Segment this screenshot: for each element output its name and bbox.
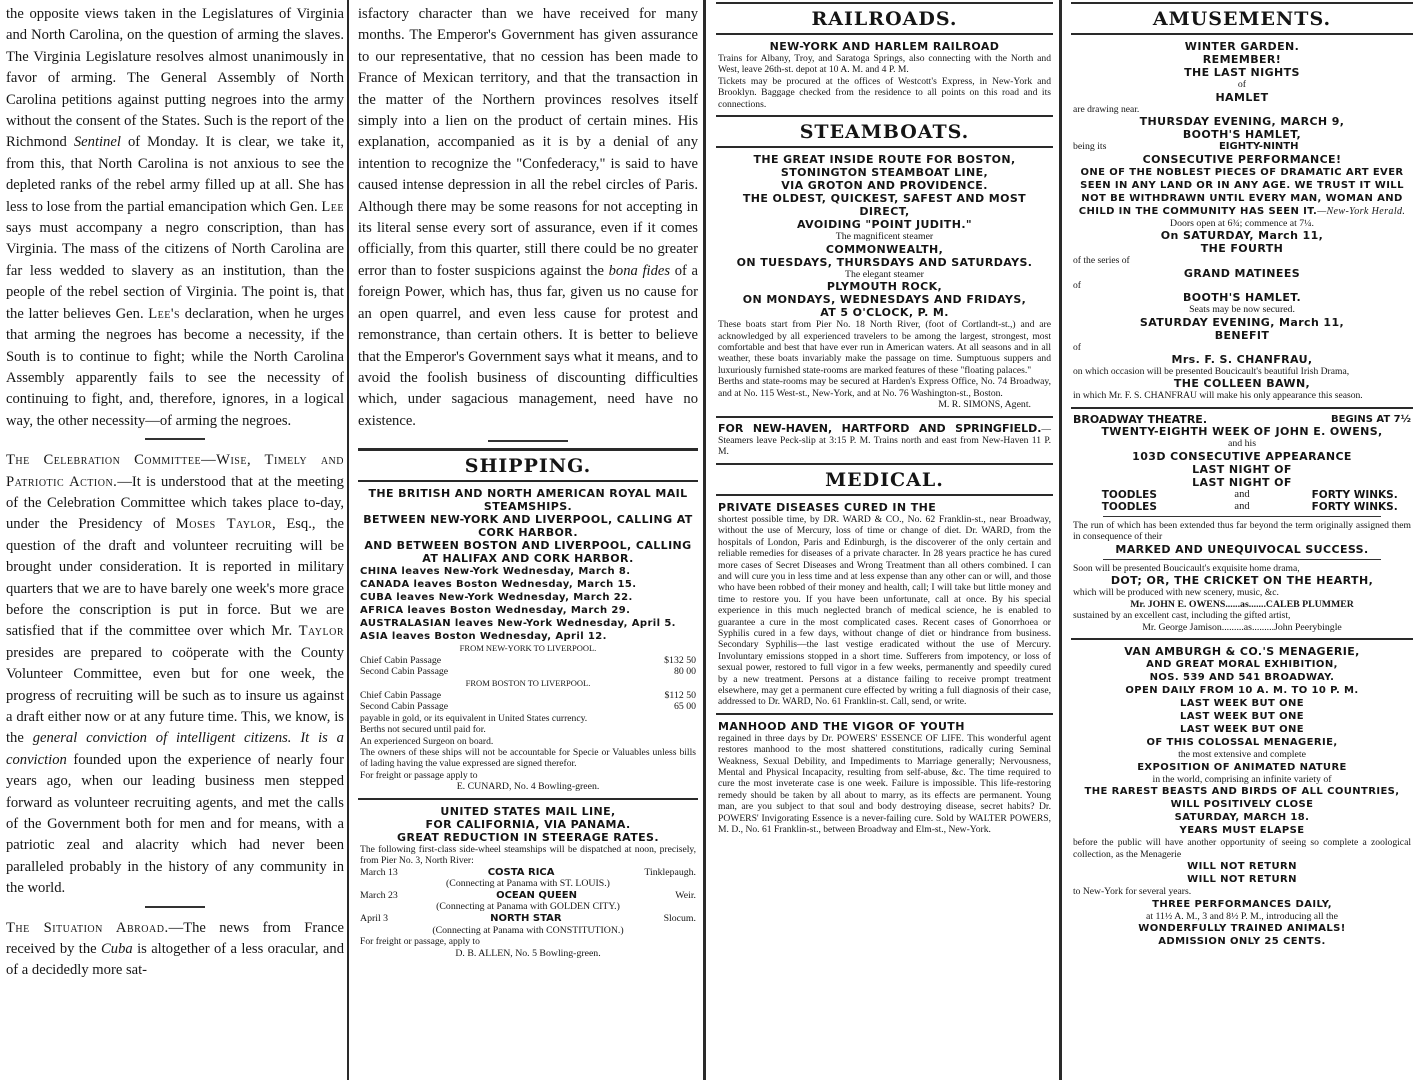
column-rule xyxy=(1059,0,1062,1080)
paragraph-celebration-committee: The Celebration Committee—Wise, Timely and Patriotic Action.—It is understood that at the meeting of the Celebration Committee which takes place to-day, under the Presidency of Moses Taylor, Esq., the question of the draft and volunteer recruiting will be brought under consideration. It is reported in military quarters that we are to have barely one week's more grace before the conscription is put in force. But we are satisfied that if the committee over which Mr. Taylor presides are prepared to coöperate with the County Volunteer Committee, even but for one week, the progress of recruiting will be such as to insure us against a draft either now or at any future time. This, we know, is the general conviction of intelligent citizens. It is a conviction founded upon the experience of nearly four years ago, when our leading business men stepped forward as volunteer recruiting agents, and met the calls of the Government both for men and for means, with a patriotic zeal and alacrity which had never been paralleled probably in the history of any community in the world. xyxy=(6,452,345,897)
fare-row: Chief Cabin Passage $132 50 xyxy=(360,654,696,666)
column-3 xyxy=(708,0,1057,1080)
paragraph-situation-abroad-cont: isfactory character than we have received for many months. The Emperor's Government has given assurance to our representative, that no cession has been made to France of Mexican territory, and that the transaction in the matter of the Northern provinces resolves itself simply into a lien on the product of certain mines. His explanation, accompanied as it is by a denial of any intention to recognize the "Confederacy," is said to have caused intense depression in all the rebel circles of Paris. Although there may be some reasons for not accepting in its literal sense every sort of assurance, even if it comes officially, from this quarter, still there could be no greater error than to foster suspicions against the bona fides of a foreign Power, which has, thus far, given us no cause for an open quarrel, and even less cause for protest and remonstrance, than certain others. It is better to believe that the Emperor's Government says what it means, and to avoid the foolish business of discounting difficulties which, under sagacious management, need have no existence. xyxy=(358,6,698,429)
paragraph-divider xyxy=(145,438,205,440)
column-2 xyxy=(352,0,700,1080)
section-heading-shipping: SHIPPING. xyxy=(358,451,698,482)
fare-row: Second Cabin Passage 80 00 xyxy=(360,666,696,678)
section-heading-medical: MEDICAL. xyxy=(716,465,1053,496)
paragraph-divider xyxy=(488,440,568,442)
inner-divider xyxy=(1103,559,1381,560)
sailing-row: March 13 COSTA RICA Tinklepaugh. xyxy=(360,866,696,878)
sailing-row: April 3 NORTH STAR Slocum. xyxy=(360,912,696,924)
program-row: TOODLES and FORTY WINKS. xyxy=(1101,489,1398,501)
ad-harlem-railroad: NEW-YORK AND HARLEM RAILROAD Trains for Albany, Troy, and Saratoga Springs, also connecting with the North and West, leave 26th-st. depot at 10 A. M. and 4 P. M. Tickets may be procured at the offices of Westcott's Express, in New-York and Brooklyn. Baggage checked from the residence to all points on this road and its connections. xyxy=(716,35,1053,117)
paragraph-heading: The Celebration Committee—Wise, Timely and Patriotic Action. xyxy=(6,452,344,490)
editorial-continuation xyxy=(358,4,698,442)
section-heading-steamboats: STEAMBOATS. xyxy=(716,117,1053,148)
paragraph-heading: The Situation Abroad. xyxy=(6,919,169,936)
section-heading-amusements: AMUSEMENTS. xyxy=(1071,2,1413,35)
ad-winter-garden: WINTER GARDEN. REMEMBER! THE LAST NIGHTS of HAMLET are drawing near. THURSDAY EVENING, MARCH 9, BOOTH'S HAMLET, being its EIGHTY-NINTH CONSECUTIVE PERFORMANCE! ONE OF THE NOBLEST PIECES OF DRAMATIC ART EVER SEEN IN ANY LAND OR IN ANY AGE. WE TRUST IT WILL NOT BE WITHDRAWN UNTIL EVERY MAN, WOMAN AND CHILD IN THE COMMUNITY HAS SEEN IT.—New-York Herald. Doors open at 6¾; commence at 7¼. On SATURDAY, March 11, THE FOURTH of the series of GRAND MATINEES of BOOTH'S HAMLET. Seats may be now secured. SATURDAY EVENING, March 11, BENEFIT of Mrs. F. S. CHANFRAU, on which occasion will be presented Boucicault's beautiful Irish Drama, THE COLLEEN BAWN, in which Mr. F. S. CHANFRAU will make his only appearance this season. xyxy=(1071,35,1413,409)
ad-van-amburgh-menagerie: VAN AMBURGH & CO.'S MENAGERIE, AND GREAT MORAL EXHIBITION, NOS. 539 AND 541 BROADWAY. OPEN DAILY FROM 10 A. M. TO 10 P. M. LAST WEEK BUT ONE LAST WEEK BUT ONE LAST WEEK BUT ONE OF THIS COLOSSAL MENAGERIE, the most extensive and complete EXPOSITION OF ANIMATED NATURE in the world, comprising an infinite variety of THE RAREST BEASTS AND BIRDS OF ALL COUNTRIES, WILL POSITIVELY CLOSE SATURDAY, MARCH 18. YEARS MUST ELAPSE before the public will have another opportunity of seeing so complete a zoological collection, as the Menagerie WILL NOT RETURN WILL NOT RETURN to New-York for several years. THREE PERFORMANCES DAILY, at 11½ A. M., 3 and 8½ P. M., introducing all the WONDERFULLY TRAINED ANIMALS! ADMISSION ONLY 25 CENTS. xyxy=(1073,645,1411,948)
sailing-row: March 23 OCEAN QUEEN Weir. xyxy=(360,889,696,901)
ad-broadway-theatre: BROADWAY THEATRE. BEGINS AT 7½ TWENTY-EIGHTH WEEK OF JOHN E. OWENS, and his 103D CONSECUTIVE APPEARANCE LAST NIGHT OF LAST NIGHT OF TOODLES and FORTY WINKS. TOODLES and FORTY WINKS. The run of which has been extended thus far beyond the term originally assigned them in consequence of their MARKED AND UNEQUIVOCAL SUCCESS. Soon will be presented Boucicault's exquisite home drama, DOT; OR, THE CRICKET ON THE HEARTH, which will be produced with new scenery, music, &c. Mr. JOHN E. OWENS......as.......CALEB PLUMMER sustained by an excellent cast, including the gifted artist, Mr. George Jamison.........as.........John Peerybingle xyxy=(1071,409,1413,640)
program-row: TOODLES and FORTY WINKS. xyxy=(1101,501,1398,513)
section-heading-railroads: RAILROADS. xyxy=(716,2,1053,35)
ad-stonington-line: THE GREAT INSIDE ROUTE FOR BOSTON, STONINGTON STEAMBOAT LINE, VIA GROTON AND PROVIDENCE. THE OLDEST, QUICKEST, SAFEST AND MOST DIRECT, AVOIDING "POINT JUDITH." The magnificent steamer COMMONWEALTH, ON TUESDAYS, THURSDAYS AND SATURDAYS. The elegant steamer PLYMOUTH ROCK, ON MONDAYS, WEDNESDAYS AND FRIDAYS, AT 5 O'CLOCK, P. M. These boats start from Pier No. 18 North River, (foot of Cortlandt-st.,) and are acknowledged by all experienced travelers to be among the largest, strongest, most comfortable and best that have ever run in American waters. At all seasons and in all weather, these boats invariably make the passage on time. Sumptuous suppers and luxuriously furnished state-rooms are marked features of these "floating palaces." Berths and state-rooms may be secured at Harden's Express Office, No. 74 Broadway, and at No. 115 West-st., New-York, and at No. 76 Washington-st., Boston. M. R. SIMONS, Agent. xyxy=(716,148,1053,418)
paragraph-arming-slaves: the opposite views taken in the Legislatures of Virginia and North Carolina, on the question of arming the slaves. The Virginia Legislature resolves almost unanimously in favor of arming. The General Assembly of North Carolina petitions against putting negroes into the army without the consent of the States. Such is the report of the Richmond Sentinel of Monday. It is clear, we take it, from this, that North Carolina is not anxious to see the depleted ranks of the rebel army filled up at all. She has less to lose from the partial emancipation which Gen. Lee says must accompany a negro conscription, than has Virginia. The mass of the citizens of North Carolina are far less wedded to slavery as an institution, than the people of the rebel section of Virginia. The point is, that the latter believes Gen. Lee's declaration, when he urges that arming the negroes has become a necessity, if the South is to continue to fight; while the North Carolina Assembly apparently fails to see the necessity of continuing to fight, and, therefore, ignores, in a logical way, the other necessity—of arming the negroes. xyxy=(6,6,344,429)
agent-name: E. CUNARD, No. 4 Bowling-green. xyxy=(456,781,600,793)
column-rule xyxy=(703,0,706,1080)
agent-name: D. B. ALLEN, No. 5 Bowling-green. xyxy=(455,947,601,959)
agent-name: M. R. SIMONS, Agent. xyxy=(938,399,1031,411)
fare-row: Second Cabin Passage 65 00 xyxy=(360,701,696,713)
ad-dr-ward: PRIVATE DISEASES CURED IN THE shortest possible time, by DR. WARD & CO., No. 62 Franklin-st., near Broadway, without the use of Mercury, loss of time or change of diet. Dr. WARD, from the hospitals of London, Paris and Edinburgh, is the discoverer of the only certain and reliable remedies for diseases of a private character. In 28 years practice he has cured more cases of Secret Diseases and Wrong Treatment than all others combined. I can and will cure you in less time and at less expense than any other can or will, and those who have been robbed of their money and health, call; I will take but little money and time to restore you. If you have been unfortunate, call at once. By his special experience in this much neglected branch of medical science, he is enabled to guarantee a cure in the most complicated cases. Recent cases of Gonorrhoea or Syphilis cured in a few days, without change of diet or hindrance from business. Secondary Syphilis—the last vestige eradicated without the use of Mercury. Involuntary emissions stopped in a short time. Sufferers from impotency, or loss of sexual power, restored to full vigor in a few weeks, permanently and speedily cured by a new treatment. Persons at a distance failing to receive prompt treatment elsewhere, may get a permanent cure effected by writing a full diagnosis of their case, addressed to Dr. WARD, No. 61 Franklin-st. Call, send, or write. xyxy=(716,496,1053,715)
ad-us-mail-line: UNITED STATES MAIL LINE, FOR CALIFORNIA, VIA PANAMA. GREAT REDUCTION IN STEERAGE RATES. The following first-class side-wheel steamships will be dispatched at noon, precisely, from Pier No. 3, North River: March 13 COSTA RICA Tinklepaugh. (Connecting at Panama with ST. LOUIS.) March 23 OCEAN QUEEN Weir. (Connecting at Panama with GOLDEN CITY.) April 3 NORTH STAR Slocum. (Connecting at Panama with CONSTITUTION.) For freight or passage, apply to D. B. ALLEN, No. 5 Bowling-green. xyxy=(360,804,696,959)
ad-dr-powers: MANHOOD AND THE VIGOR OF YOUTH regained in three days by Dr. POWERS' ESSENCE OF LIFE. This wonderful agent restores manhood to the most shattered constitutions, radically curing Seminal Weakness, Sexual Debility, and Impediments to Marriage generally; Nervousness, Mental and Physical Incapacity, resulting from self-abuse, &c. The time required to cure the most inveterate case is one week. Failure is impossible. This life-restoring remedy should be taken by all about to marry, as its effects are permanent. Young man, are you subject to that soul and body destroying disease, secret habits? Dr. POWERS' Invigorating Essence is a never-failing cure. Sold by WALTER POWERS, M. D., No. 61 Franklin-st., between Broadway and Elm-st., New-York. xyxy=(718,719,1051,836)
editorial-column-1 xyxy=(0,0,348,1080)
ad-cunard: THE BRITISH AND NORTH AMERICAN ROYAL MAIL STEAMSHIPS. BETWEEN NEW-YORK AND LIVERPOOL, CALLING AT CORK HARBOR. AND BETWEEN BOSTON AND LIVERPOOL, CALLING AT HALIFAX AND CORK HARBOR. CHINA leaves New-York Wednesday, March 8. CANADA leaves Boston Wednesday, March 15. CUBA leaves New-York Wednesday, March 22. AFRICA leaves Boston Wednesday, March 29. AUSTRALASIAN leaves New-York Wednesday, April 5. ASIA leaves Boston Wednesday, April 12. FROM NEW-YORK TO LIVERPOOL. Chief Cabin Passage $132 50 Second Cabin Passage 80 00 FROM BOSTON TO LIVERPOOL. Chief Cabin Passage $112 50 Second Cabin Passage 65 00 payable in gold, or its equivalent in United States currency. Berths not secured until paid for. An experienced Surgeon on board. The owners of these ships will not be accountable for Specie or Valuables unless bills of lading having the value expressed are signed therefor. For freight or passage apply to E. CUNARD, No. 4 Bowling-green. xyxy=(358,482,698,800)
inner-divider xyxy=(1103,516,1381,517)
shipping-section xyxy=(358,448,698,964)
column-4 xyxy=(1063,0,1417,1080)
fare-row: Chief Cabin Passage $112 50 xyxy=(360,689,696,701)
paragraph-divider xyxy=(145,906,205,908)
paragraph-situation-abroad: The Situation Abroad.—The news from France received by the Cuba is altogether of a less oracular, and of a decidedly more sat- xyxy=(6,919,345,979)
ad-new-haven-line: FOR NEW-HAVEN, HARTFORD AND SPRINGFIELD.—Steamers leave Peck-slip at 3:15 P. M. Trains north and east from New-Haven 11 P. M. xyxy=(716,418,1053,465)
